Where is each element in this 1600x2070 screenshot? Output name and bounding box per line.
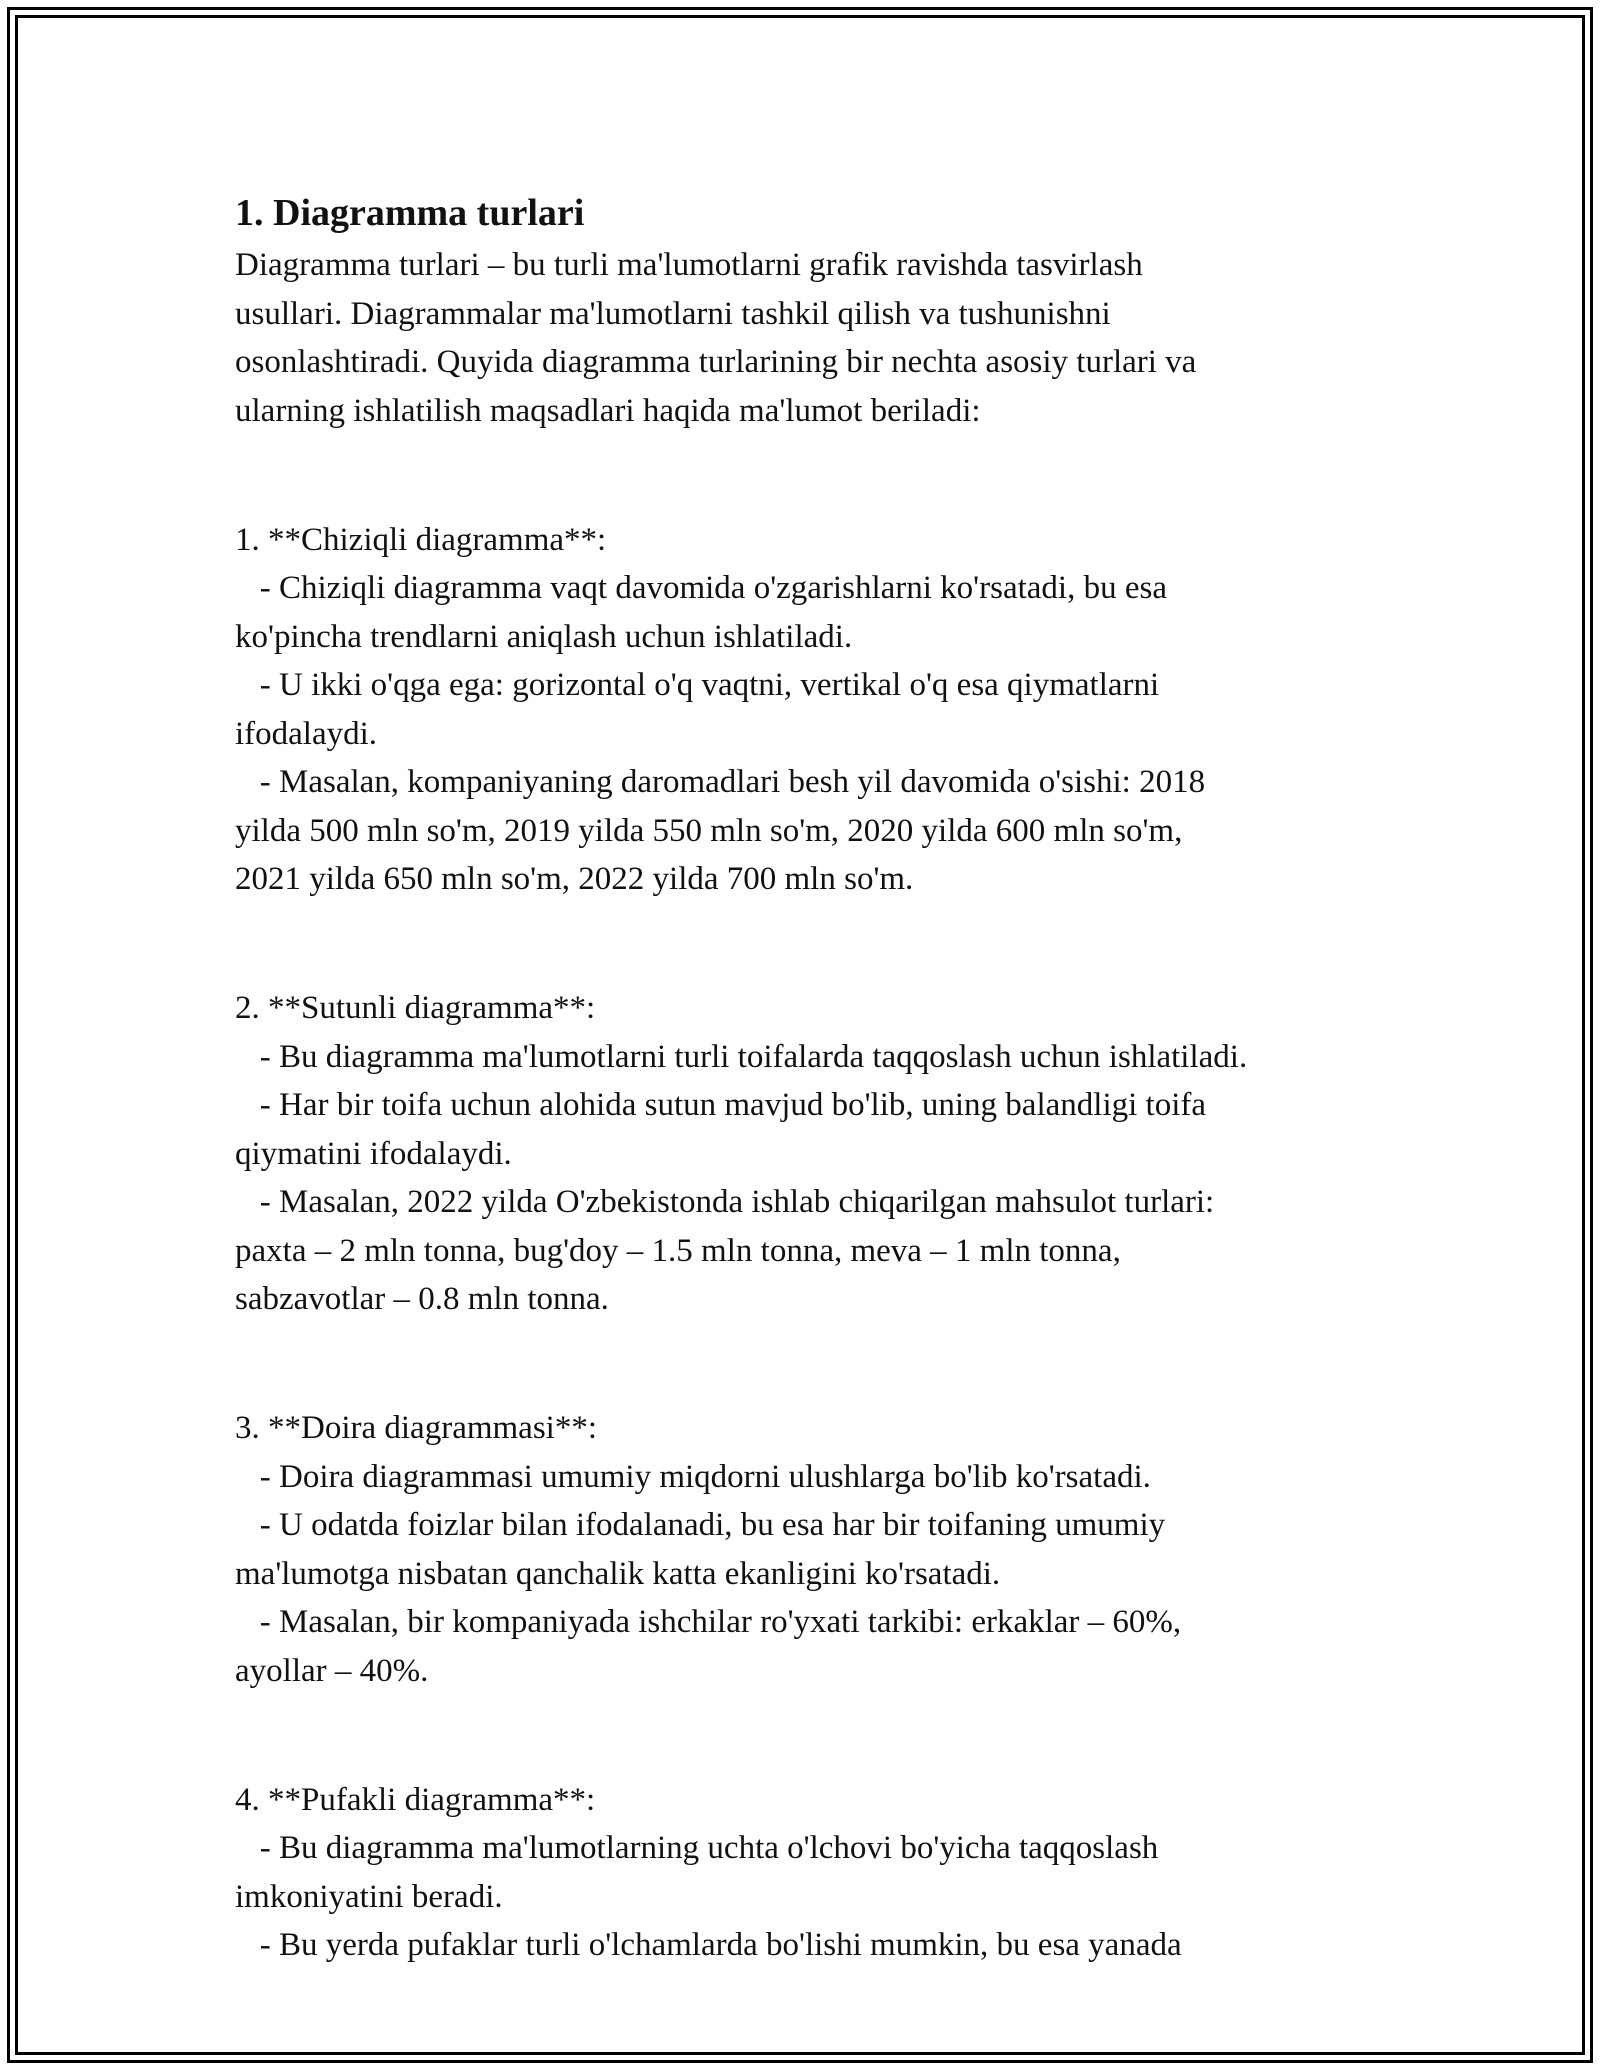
text-line: ayollar – 40%.: [235, 1652, 429, 1689]
text-line: ifodalaydi.: [235, 715, 378, 752]
text-line: - Chiziqli diagramma vaqt davomida o'zgarishlarni ko'rsatadi, bu esa: [235, 570, 1167, 606]
blank-line: [235, 451, 1435, 500]
text-line: 2021 yilda 650 mln so'm, 2022 yilda 700 mln so'm.: [235, 861, 914, 897]
text-line: ko'pincha trendlarni aniqlash uchun ishlatiladi.: [235, 618, 853, 655]
text-line: - Har bir toifa uchun alohida sutun mavjud bo'lib, uning balandligi toifa: [235, 1087, 1207, 1123]
text-line: - Bu yerda pufaklar turli o'lchamlarda bo'lishi mumkin, bu esa yanada: [235, 1927, 1182, 1963]
blank-line: [235, 1711, 1435, 1760]
text-line: ma'lumotga nisbatan qanchalik katta ekanligini ko'rsatadi.: [235, 1555, 1001, 1592]
text-line: 4. **Pufakli diagramma**:: [235, 1781, 596, 1818]
text-line: - Masalan, 2022 yilda O'zbekistonda ishlab chiqarilgan mahsulot turlari:: [235, 1184, 1215, 1220]
blank-line: [235, 920, 1435, 969]
text-line: yilda 500 mln so'm, 2019 yilda 550 mln so'm, 2020 yilda 600 mln so'm,: [235, 812, 1183, 849]
text-line: - Bu diagramma ma'lumotlarning uchta o'lchovi bo'yicha taqqoslash: [235, 1830, 1159, 1866]
text-line: paxta – 2 mln tonna, bug'doy – 1.5 mln tonna, meva – 1 mln tonna,: [235, 1232, 1121, 1269]
text-line: - Masalan, kompaniyaning daromadlari besh yil davomida o'sishi: 2018: [235, 764, 1206, 800]
section-heading: 1. Diagramma turlari: [235, 192, 585, 234]
text-line: Diagramma turlari – bu turli ma'lumotlarni grafik ravishda tasvirlash: [235, 247, 1143, 283]
text-line: - U odatda foizlar bilan ifodalanadi, bu esa har bir toifaning umumiy: [235, 1507, 1166, 1543]
text-line: - Doira diagrammasi umumiy miqdorni ulushlarga bo'lib ko'rsatadi.: [235, 1458, 1151, 1495]
text-line: sabzavotlar – 0.8 mln tonna.: [235, 1281, 609, 1317]
text-line: ularning ishlatilish maqsadlari haqida ma'lumot beriladi:: [235, 392, 981, 429]
text-line: 1. **Chiziqli diagramma**:: [235, 521, 607, 558]
text-line: - Bu diagramma ma'lumotlarni turli toifalarda taqqoslash uchun ishlatiladi.: [235, 1038, 1248, 1075]
blank-line: [235, 1340, 1435, 1389]
text-line: 3. **Doira diagrammasi**:: [235, 1410, 598, 1446]
text-line: imkoniyatini beradi.: [235, 1878, 503, 1915]
document-body: [235, 185, 1435, 1970]
text-line: - U ikki o'qga ega: gorizontal o'q vaqtni, vertikal o'q esa qiymatlarni: [235, 667, 1160, 703]
text-line: qiymatini ifodalaydi.: [235, 1135, 512, 1172]
text-line: - Masalan, bir kompaniyada ishchilar ro'yxati tarkibi: erkaklar – 60%,: [235, 1604, 1182, 1640]
text-line: 2. **Sutunli diagramma**:: [235, 990, 596, 1026]
text-line: osonlashtiradi. Quyida diagramma turlarining bir nechta asosiy turlari va: [235, 344, 1197, 380]
paragraph-lines: [235, 241, 1435, 1970]
text-line: usullari. Diagrammalar ma'lumotlarni tashkil qilish va tushunishni: [235, 295, 1111, 332]
